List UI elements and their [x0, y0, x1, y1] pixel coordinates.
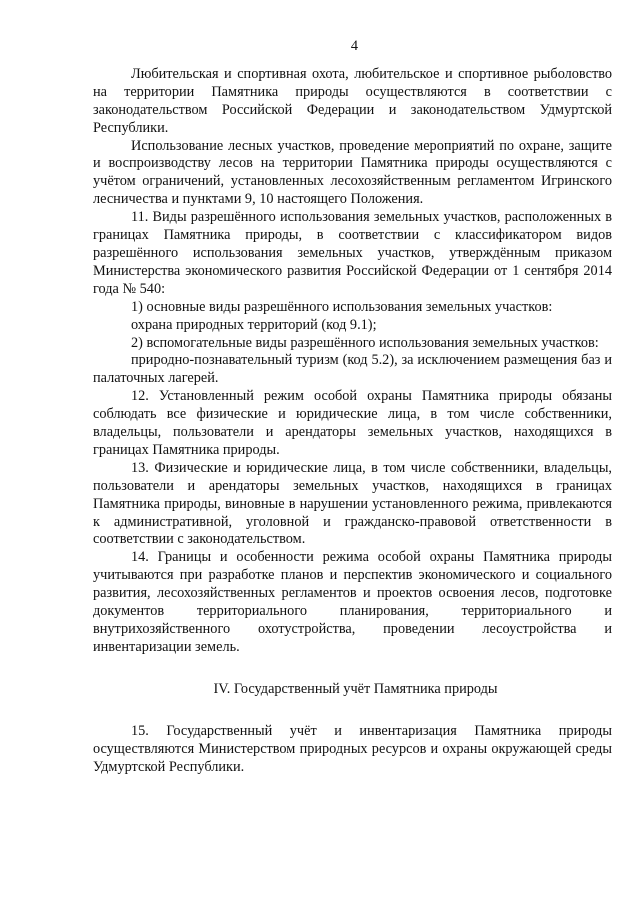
- paragraph-main-use-types: 1) основные виды разрешённого использования земельных участков:: [131, 298, 553, 315]
- section-heading: IV. Государственный учёт Памятника природы: [213, 680, 498, 697]
- page-number: 4: [350, 38, 359, 54]
- paragraph-code-9-1: охрана природных территорий (код 9.1);: [131, 316, 377, 333]
- paragraph-auxiliary-use-types: 2) вспомогательные виды разрешённого использования земельных участков:: [131, 334, 599, 351]
- paragraph-item-12: 12. Установленный режим особой охраны Памятника природы обязаны соблюдать все физические и юридические лица, в том числе собственники, владельцы, пользователи и арендаторы земельных участков, находящихся в границах Памятника природы.: [93, 388, 612, 458]
- paragraph-code-5-2: природно-познавательный туризм (код 5.2), за исключением размещения баз и палаточных лагерей.: [93, 352, 612, 387]
- paragraph-forest-use: Использование лесных участков, проведение мероприятий по охране, защите и воспроизводству лесов на территории Памятника природы осуществляются с учётом ограничений, установленных лесохозяйственным регламентом Игринского лесничества и пунктами 9, 10 настоящего Положения.: [93, 137, 612, 208]
- paragraph-item-13: 13. Физические и юридические лица, в том числе собственники, владельцы, пользователи и арендаторы земельных участков, находящихся в границах Памятника природы, виновные в нарушении установленного режима, привлекаются к административной, уголовной и гражданско-правовой ответственности в соответствии с законодательством.: [93, 459, 612, 548]
- paragraph-item-14: 14. Границы и особенности режима особой охраны Памятника природы учитываются при разработке планов и перспектив экономического и социального развития, лесохозяйственных регламентов и проектов освоения лесов, подготовке документов территориального планирования, территориального и внутрихозяйственного охотустройства, проведении лесоустройства и инвентаризации земель.: [93, 549, 612, 655]
- paragraph-item-11: 11. Виды разрешённого использования земельных участков, расположенных в границах Памятника природы, в соответствии с классификатором видов разрешённого использования земельных участков, утверждённым приказом Министерства экономического развития Российской Федерации от 1 сентября 2014 года № 540:: [93, 209, 612, 297]
- paragraph-hunting-fishing: Любительская и спортивная охота, любительское и спортивное рыболовство на территории Памятника природы осуществляются в соответствии с законодательством Российской Федерации и законодательством Удмуртской Республики.: [93, 65, 612, 136]
- paragraph-item-15: 15. Государственный учёт и инвентаризация Памятника природы осуществляются Министерством природных ресурсов и охраны окружающей среды Удмуртской Республики.: [93, 722, 612, 775]
